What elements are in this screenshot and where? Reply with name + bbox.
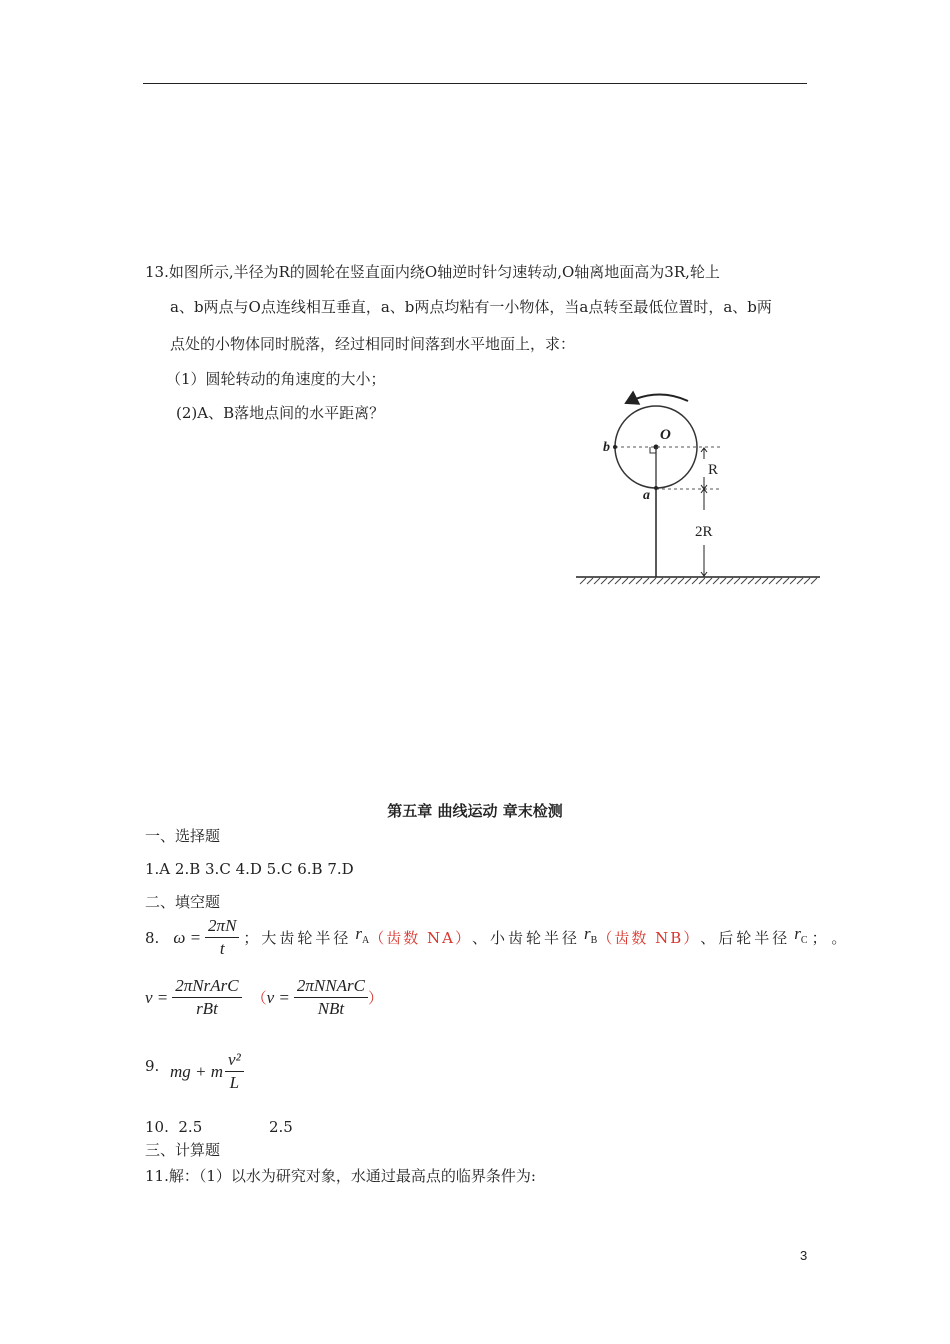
problem-13-question-1: （1）圆轮转动的角速度的大小； bbox=[166, 370, 386, 388]
choice-answers: 1.A 2.B 3.C 4.D 5.C 6.B 7.D bbox=[145, 860, 354, 878]
label-O: O bbox=[660, 427, 671, 443]
section-fill-heading: 二、填空题 bbox=[145, 893, 221, 911]
q9-fraction bbox=[225, 1050, 244, 1093]
v-label: v = bbox=[145, 987, 169, 1007]
q8-rB-symbol: r bbox=[584, 924, 591, 943]
v2-fraction-denominator: NBt bbox=[317, 999, 345, 1018]
label-R: R bbox=[708, 462, 719, 478]
q8-rA-symbol: r bbox=[355, 924, 363, 943]
point-a bbox=[654, 486, 658, 490]
point-b bbox=[613, 445, 617, 449]
header-rule bbox=[143, 83, 807, 84]
q10-answer: 10. 2.5 2.5 bbox=[145, 1118, 293, 1136]
v-fraction bbox=[172, 976, 241, 1019]
q11-solution-start: 11.解：（1）以水为研究对象，水通过最高点的临界条件为: bbox=[145, 1167, 536, 1185]
q8-rA bbox=[355, 924, 369, 951]
q9-fraction-denominator: L bbox=[229, 1073, 240, 1092]
problem-13-line-3: 点处的小物体同时脱落，经过相同时间落到水平地面上，求： bbox=[170, 335, 576, 353]
q8-text-a: ；大齿轮半径 bbox=[243, 928, 352, 947]
rotation-arrow bbox=[626, 394, 688, 403]
label-2R: 2R bbox=[695, 524, 713, 540]
q9-fraction-numerator: v² bbox=[225, 1050, 244, 1072]
label-b: b bbox=[603, 440, 610, 455]
q8-fraction-numerator: 2πN bbox=[205, 916, 239, 938]
section-calc-heading: 三、计算题 bbox=[145, 1141, 221, 1159]
v2-open-paren: （ bbox=[251, 988, 267, 1007]
v-fraction-denominator: rBt bbox=[196, 999, 218, 1018]
omega-symbol: ω = bbox=[173, 927, 202, 947]
page-number: 3 bbox=[800, 1248, 808, 1263]
q8-rB bbox=[584, 924, 597, 951]
q9-mg: mg + m bbox=[170, 1061, 224, 1081]
q8-rC-subscript: C bbox=[800, 935, 808, 946]
label-a: a bbox=[643, 488, 650, 503]
q8-rB-subscript: B bbox=[590, 935, 598, 946]
q8-fraction bbox=[205, 916, 239, 959]
q8-answer-line bbox=[145, 916, 846, 959]
velocity-formula-line bbox=[145, 976, 383, 1019]
q8-text-d: ； 。 bbox=[811, 928, 847, 947]
q8-rA-subscript: A bbox=[362, 935, 370, 946]
q8-text-b: 、小齿轮半径 bbox=[472, 928, 581, 947]
answers-title: 第五章 曲线运动 章末检测 bbox=[387, 802, 563, 820]
v2-fraction-numerator: 2πNNArC bbox=[294, 976, 368, 998]
q9-number: 9. bbox=[145, 1057, 160, 1075]
q8-teeth-A: （齿数 NA） bbox=[369, 928, 473, 947]
problem-13-line-1: 13.如图所示,半径为R的圆轮在竖直面内绕O轴逆时针匀速转动,O轴离地面高为3R,轮上 bbox=[145, 263, 720, 281]
ground-hatching bbox=[580, 578, 817, 584]
v-fraction-numerator: 2πNrArC bbox=[172, 976, 241, 998]
q8-text-c: 、后轮半径 bbox=[700, 928, 791, 947]
q8-fraction-denominator: t bbox=[219, 939, 225, 958]
problem-13-question-2: (2)A、B落地点间的水平距离？ bbox=[176, 404, 385, 422]
q9-answer bbox=[170, 1050, 244, 1093]
v2-fraction bbox=[294, 976, 368, 1019]
q8-rC bbox=[794, 924, 807, 951]
wheel-diagram bbox=[570, 385, 825, 590]
q8-rC-symbol: r bbox=[794, 924, 801, 943]
section-choice-heading: 一、选择题 bbox=[145, 827, 221, 845]
v2-label: v = bbox=[266, 987, 290, 1007]
v2-close-paren: ） bbox=[367, 988, 383, 1007]
q8-teeth-B: （齿数 NB） bbox=[597, 928, 701, 947]
q8-number: 8. bbox=[145, 928, 160, 947]
problem-13-line-2: a、b两点与O点连线相互垂直，a、b两点均粘有一小物体，当a点转至最低位置时，a、b两 bbox=[170, 298, 772, 316]
